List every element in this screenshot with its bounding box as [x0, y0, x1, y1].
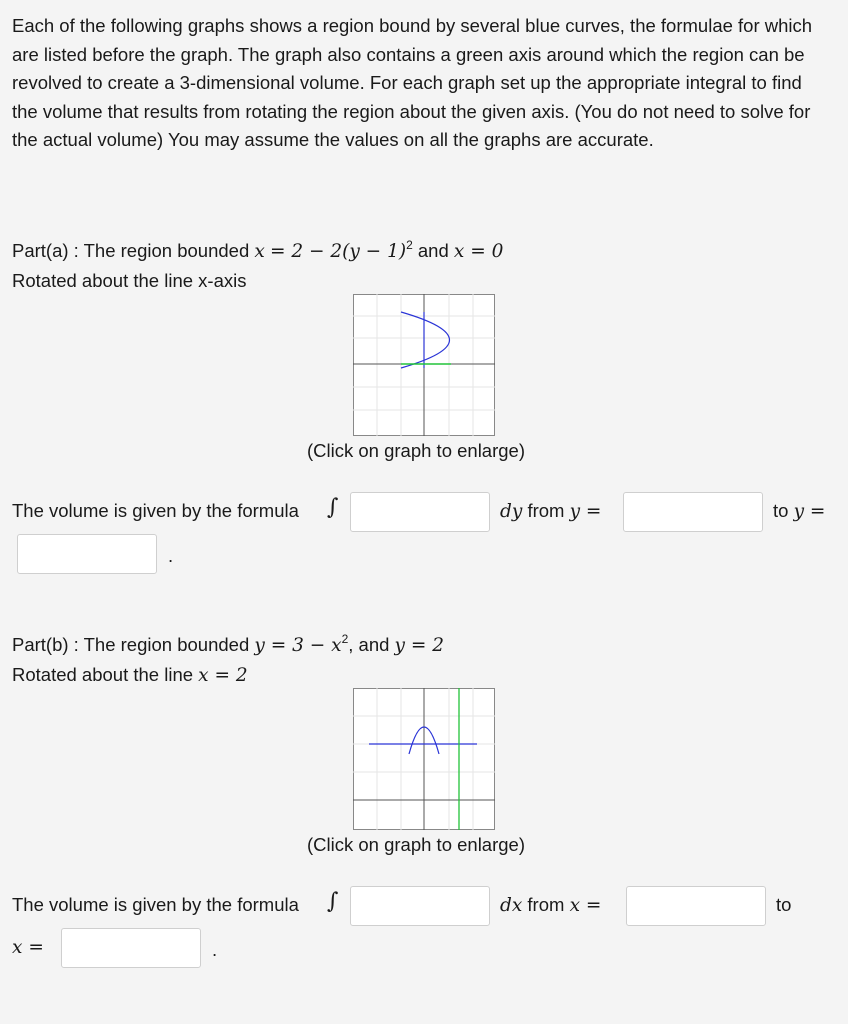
part-b-rotation — [12, 664, 248, 686]
part-b-integral-sign: ∫ — [327, 889, 339, 914]
part-a-lower-limit-input[interactable] — [623, 492, 763, 532]
part-a-graph-caption[interactable]: (Click on graph to enlarge) — [307, 440, 525, 461]
part-a-to-var: y = — [793, 501, 826, 522]
part-b-differential — [500, 894, 601, 916]
part-b-to-var: x = — [12, 937, 44, 958]
part-b-to-text: to — [776, 894, 792, 915]
instructions-text: Each of the following graphs shows a region bound by several blue curves, the formulae for which are listed before the graph. The graph also contains a green axis around which the region can be revolved to create a 3-dimensional volume. For each graph set up the appropriate integral to find the volume that results from rotating the region about the given axis. (You do not need to solve for the actual volume) You may assume the values on all the graphs are accurate. — [12, 15, 813, 150]
part-b-lower-limit-input[interactable] — [626, 886, 766, 926]
part-b-eq1: y = 3 − x — [254, 635, 342, 656]
part-b-formula-label: The volume is given by the formula — [12, 894, 299, 915]
part-a-to-text: to — [773, 500, 789, 521]
part-b-from-text: from — [527, 894, 565, 915]
part-a-rotation: Rotated about the line x-axis — [12, 270, 247, 291]
part-a-from-text: from — [527, 500, 565, 521]
part-b-heading — [12, 632, 444, 656]
part-b-upper-limit-input[interactable] — [61, 928, 201, 968]
part-a-eq1-lhs: x — [254, 241, 265, 262]
part-b-connector: , and — [348, 634, 390, 655]
part-b-integrand-input[interactable] — [350, 886, 490, 926]
part-a-differential — [500, 500, 601, 522]
part-a-upper-limit-input[interactable] — [17, 534, 157, 574]
part-b-eq2: y = 2 — [394, 635, 445, 656]
part-b-eq1-exponent: 2 — [341, 632, 349, 646]
part-a-integrand-input[interactable] — [350, 492, 490, 532]
part-b-label: Part(b) : The region bounded — [12, 634, 250, 655]
part-a-eq1-exponent: 2 — [406, 238, 413, 252]
part-a-eq2: x = 0 — [453, 241, 504, 262]
part-a-eq1-rhs: = 2 − 2(y − 1) — [269, 241, 407, 262]
part-a-from-var: y = — [569, 501, 602, 522]
part-a-connector: and — [417, 240, 449, 261]
part-b-graph[interactable] — [353, 688, 495, 830]
part-a-formula-label: The volume is given by the formula — [12, 500, 299, 521]
part-b-period: . — [212, 939, 218, 960]
part-a-to — [773, 500, 825, 522]
part-b-from-var: x = — [569, 895, 602, 916]
part-a-heading — [12, 238, 503, 262]
part-b-graph-caption[interactable]: (Click on graph to enlarge) — [307, 834, 525, 855]
part-a-period: . — [168, 545, 174, 566]
part-a-integral-sign: ∫ — [327, 495, 339, 520]
part-a-diff: dy — [500, 501, 523, 522]
part-b-diff: dx — [500, 895, 523, 916]
part-b-rotation-eq: x = 2 — [198, 665, 248, 686]
part-b-rotation-text: Rotated about the line — [12, 664, 194, 685]
part-a-graph[interactable] — [353, 294, 495, 436]
part-a-label: Part(a) : The region bounded — [12, 240, 250, 261]
